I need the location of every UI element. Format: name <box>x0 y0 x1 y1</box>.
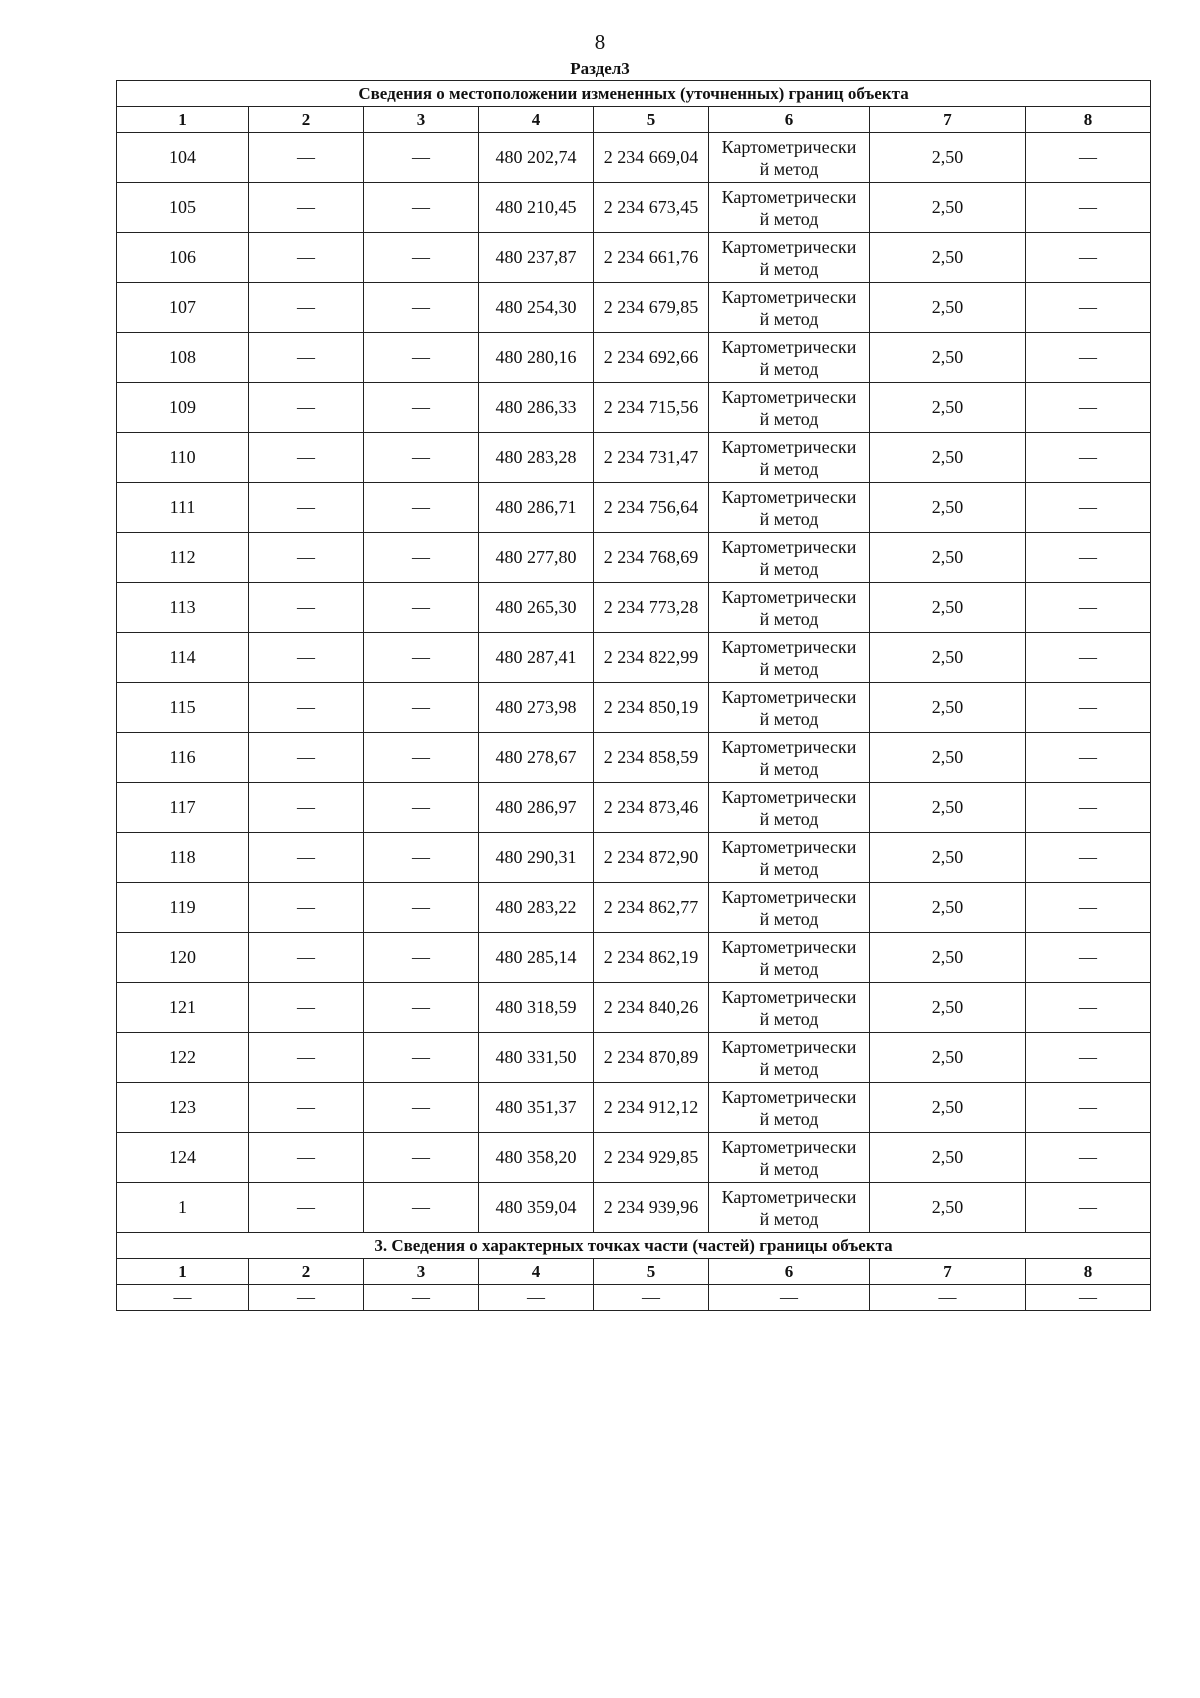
table-row <box>117 1083 1151 1133</box>
cell-col2: — <box>249 483 364 533</box>
method-cell <box>709 1083 870 1133</box>
column-number-cell: 5 <box>594 1259 709 1285</box>
coordinate-x-cell: 480 278,67 <box>479 733 594 783</box>
method-line-2: й метод <box>759 908 819 929</box>
cell-col8: — <box>1026 633 1151 683</box>
accuracy-cell: 2,50 <box>870 683 1026 733</box>
cell-col3: — <box>364 1183 479 1233</box>
method-line-2: й метод <box>759 408 819 429</box>
coordinate-x-cell: 480 318,59 <box>479 983 594 1033</box>
point-number-cell: 104 <box>117 133 249 183</box>
coordinate-y-cell: 2 234 731,47 <box>594 433 709 483</box>
column-number-cell: 6 <box>709 107 870 133</box>
dash-cell: — <box>117 1285 249 1311</box>
method-line-2: й метод <box>759 1008 819 1029</box>
cell-col8: — <box>1026 983 1151 1033</box>
table-row <box>117 983 1151 1033</box>
method-line-1: Картометрически <box>721 436 857 457</box>
cell-col8: — <box>1026 683 1151 733</box>
method-line-2: й метод <box>759 1058 819 1079</box>
method-cell <box>709 883 870 933</box>
point-number-cell: 119 <box>117 883 249 933</box>
coordinate-y-cell: 2 234 822,99 <box>594 633 709 683</box>
column-number-cell: 4 <box>479 107 594 133</box>
coordinate-y-cell: 2 234 756,64 <box>594 483 709 533</box>
cell-col2: — <box>249 1083 364 1133</box>
cell-col2: — <box>249 533 364 583</box>
cell-col8: — <box>1026 833 1151 883</box>
method-line-2: й метод <box>759 1208 819 1229</box>
cell-col3: — <box>364 383 479 433</box>
cell-col2: — <box>249 983 364 1033</box>
accuracy-cell: 2,50 <box>870 783 1026 833</box>
point-number-cell: 121 <box>117 983 249 1033</box>
method-cell <box>709 1183 870 1233</box>
accuracy-cell: 2,50 <box>870 583 1026 633</box>
table-row <box>117 583 1151 633</box>
method-cell <box>709 733 870 783</box>
cell-col3: — <box>364 683 479 733</box>
coordinate-x-cell: 480 286,97 <box>479 783 594 833</box>
table-row <box>117 1183 1151 1233</box>
method-line-2: й метод <box>759 208 819 229</box>
table-row <box>117 1285 1151 1311</box>
method-cell <box>709 233 870 283</box>
method-line-2: й метод <box>759 508 819 529</box>
coordinate-x-cell: 480 351,37 <box>479 1083 594 1133</box>
coordinate-y-cell: 2 234 692,66 <box>594 333 709 383</box>
cell-col2: — <box>249 1033 364 1083</box>
coordinate-x-cell: 480 254,30 <box>479 283 594 333</box>
accuracy-cell: 2,50 <box>870 983 1026 1033</box>
dash-cell: — <box>479 1285 594 1311</box>
column-number-cell: 4 <box>479 1259 594 1285</box>
method-line-1: Картометрически <box>721 1036 857 1057</box>
point-number-cell: 118 <box>117 833 249 883</box>
cell-col2: — <box>249 1183 364 1233</box>
cell-col8: — <box>1026 1133 1151 1183</box>
method-line-2: й метод <box>759 258 819 279</box>
cell-col2: — <box>249 383 364 433</box>
method-line-2: й метод <box>759 958 819 979</box>
column-number-cell: 3 <box>364 1259 479 1285</box>
cell-col8: — <box>1026 1083 1151 1133</box>
table-row <box>117 1033 1151 1083</box>
table-row <box>117 533 1151 583</box>
cell-col3: — <box>364 833 479 883</box>
coordinate-x-cell: 480 286,71 <box>479 483 594 533</box>
column-number-cell: 8 <box>1026 1259 1151 1285</box>
coordinate-x-cell: 480 287,41 <box>479 633 594 683</box>
method-line-2: й метод <box>759 658 819 679</box>
coordinate-y-cell: 2 234 858,59 <box>594 733 709 783</box>
table-row <box>117 733 1151 783</box>
coordinate-y-cell: 2 234 872,90 <box>594 833 709 883</box>
method-line-2: й метод <box>759 558 819 579</box>
point-number-cell: 110 <box>117 433 249 483</box>
boundary-coordinates-table <box>116 80 1151 1311</box>
cell-col8: — <box>1026 133 1151 183</box>
cell-col3: — <box>364 283 479 333</box>
method-line-1: Картометрически <box>721 336 857 357</box>
coordinate-y-cell: 2 234 661,76 <box>594 233 709 283</box>
coordinate-x-cell: 480 286,33 <box>479 383 594 433</box>
accuracy-cell: 2,50 <box>870 1133 1026 1183</box>
method-line-1: Картометрически <box>721 486 857 507</box>
point-number-cell: 108 <box>117 333 249 383</box>
cell-col3: — <box>364 483 479 533</box>
cell-col2: — <box>249 333 364 383</box>
point-number-cell: 114 <box>117 633 249 683</box>
table-row <box>117 383 1151 433</box>
coordinate-y-cell: 2 234 862,19 <box>594 933 709 983</box>
accuracy-cell: 2,50 <box>870 883 1026 933</box>
accuracy-cell: 2,50 <box>870 933 1026 983</box>
coordinate-x-cell: 480 331,50 <box>479 1033 594 1083</box>
coordinate-y-cell: 2 234 862,77 <box>594 883 709 933</box>
coordinate-y-cell: 2 234 870,89 <box>594 1033 709 1083</box>
method-line-2: й метод <box>759 808 819 829</box>
cell-col2: — <box>249 783 364 833</box>
cell-col8: — <box>1026 783 1151 833</box>
coordinate-x-cell: 480 277,80 <box>479 533 594 583</box>
point-number-cell: 107 <box>117 283 249 333</box>
coordinate-y-cell: 2 234 773,28 <box>594 583 709 633</box>
point-number-cell: 111 <box>117 483 249 533</box>
table2-caption-row <box>117 1233 1151 1259</box>
method-line-2: й метод <box>759 608 819 629</box>
table-row <box>117 933 1151 983</box>
point-number-cell: 109 <box>117 383 249 433</box>
cell-col8: — <box>1026 383 1151 433</box>
method-line-2: й метод <box>759 1158 819 1179</box>
point-number-cell: 124 <box>117 1133 249 1183</box>
method-cell <box>709 533 870 583</box>
accuracy-cell: 2,50 <box>870 133 1026 183</box>
coordinate-y-cell: 2 234 850,19 <box>594 683 709 733</box>
method-cell <box>709 133 870 183</box>
dash-cell: — <box>1026 1285 1151 1311</box>
method-line-1: Картометрически <box>721 986 857 1007</box>
method-cell <box>709 833 870 883</box>
method-line-1: Картометрически <box>721 736 857 757</box>
cell-col2: — <box>249 683 364 733</box>
accuracy-cell: 2,50 <box>870 483 1026 533</box>
cell-col3: — <box>364 333 479 383</box>
dash-cell: — <box>709 1285 870 1311</box>
cell-col3: — <box>364 633 479 683</box>
table-row <box>117 133 1151 183</box>
coordinate-y-cell: 2 234 715,56 <box>594 383 709 433</box>
coordinate-y-cell: 2 234 840,26 <box>594 983 709 1033</box>
point-number-cell: 106 <box>117 233 249 283</box>
method-line-1: Картометрически <box>721 1186 857 1207</box>
coordinate-x-cell: 480 210,45 <box>479 183 594 233</box>
cell-col8: — <box>1026 933 1151 983</box>
table1-caption-row <box>117 81 1151 107</box>
method-line-2: й метод <box>759 308 819 329</box>
dash-cell: — <box>594 1285 709 1311</box>
method-line-2: й метод <box>759 758 819 779</box>
cell-col8: — <box>1026 533 1151 583</box>
cell-col3: — <box>364 183 479 233</box>
method-line-1: Картометрически <box>721 686 857 707</box>
cell-col8: — <box>1026 1033 1151 1083</box>
method-line-1: Картометрически <box>721 636 857 657</box>
cell-col3: — <box>364 1033 479 1083</box>
accuracy-cell: 2,50 <box>870 1083 1026 1133</box>
method-line-1: Картометрически <box>721 836 857 857</box>
method-line-1: Картометрически <box>721 186 857 207</box>
point-number-cell: 122 <box>117 1033 249 1083</box>
column-number-cell: 6 <box>709 1259 870 1285</box>
method-line-1: Картометрически <box>721 586 857 607</box>
column-number-cell: 7 <box>870 1259 1026 1285</box>
accuracy-cell: 2,50 <box>870 1183 1026 1233</box>
cell-col8: — <box>1026 283 1151 333</box>
cell-col2: — <box>249 933 364 983</box>
table1-caption: Сведения о местоположении измененных (уточненных) границ объекта <box>117 81 1151 107</box>
coordinate-x-cell: 480 280,16 <box>479 333 594 383</box>
column-number-cell: 5 <box>594 107 709 133</box>
table-row <box>117 233 1151 283</box>
method-cell <box>709 1133 870 1183</box>
coordinate-x-cell: 480 237,87 <box>479 233 594 283</box>
method-line-1: Картометрически <box>721 536 857 557</box>
point-number-cell: 123 <box>117 1083 249 1133</box>
point-number-cell: 1 <box>117 1183 249 1233</box>
method-line-2: й метод <box>759 858 819 879</box>
coordinate-y-cell: 2 234 669,04 <box>594 133 709 183</box>
table-row <box>117 183 1151 233</box>
point-number-cell: 120 <box>117 933 249 983</box>
method-cell <box>709 683 870 733</box>
method-cell <box>709 933 870 983</box>
table2-column-numbers <box>117 1259 1151 1285</box>
method-cell <box>709 333 870 383</box>
cell-col3: — <box>364 983 479 1033</box>
table-row <box>117 683 1151 733</box>
method-line-2: й метод <box>759 708 819 729</box>
coordinate-x-cell: 480 273,98 <box>479 683 594 733</box>
coordinate-x-cell: 480 202,74 <box>479 133 594 183</box>
method-cell <box>709 383 870 433</box>
coordinate-x-cell: 480 265,30 <box>479 583 594 633</box>
method-line-1: Картометрически <box>721 236 857 257</box>
method-cell <box>709 183 870 233</box>
cell-col3: — <box>364 733 479 783</box>
cell-col2: — <box>249 833 364 883</box>
point-number-cell: 112 <box>117 533 249 583</box>
column-number-cell: 1 <box>117 1259 249 1285</box>
cell-col3: — <box>364 233 479 283</box>
accuracy-cell: 2,50 <box>870 383 1026 433</box>
cell-col8: — <box>1026 1183 1151 1233</box>
cell-col8: — <box>1026 183 1151 233</box>
table-row <box>117 433 1151 483</box>
method-line-2: й метод <box>759 1108 819 1129</box>
cell-col2: — <box>249 433 364 483</box>
cell-col2: — <box>249 1133 364 1183</box>
table-row <box>117 833 1151 883</box>
method-line-1: Картометрически <box>721 886 857 907</box>
method-line-1: Картометрически <box>721 786 857 807</box>
column-number-cell: 1 <box>117 107 249 133</box>
dash-cell: — <box>364 1285 479 1311</box>
cell-col3: — <box>364 583 479 633</box>
method-cell <box>709 1033 870 1083</box>
table-row <box>117 483 1151 533</box>
cell-col3: — <box>364 783 479 833</box>
accuracy-cell: 2,50 <box>870 183 1026 233</box>
cell-col2: — <box>249 633 364 683</box>
coordinate-y-cell: 2 234 679,85 <box>594 283 709 333</box>
table2-caption: 3. Сведения о характерных точках части (частей) границы объекта <box>117 1233 1151 1259</box>
method-cell <box>709 433 870 483</box>
accuracy-cell: 2,50 <box>870 283 1026 333</box>
cell-col3: — <box>364 1133 479 1183</box>
coordinate-y-cell: 2 234 939,96 <box>594 1183 709 1233</box>
method-cell <box>709 283 870 333</box>
method-line-2: й метод <box>759 358 819 379</box>
cell-col3: — <box>364 883 479 933</box>
accuracy-cell: 2,50 <box>870 333 1026 383</box>
coordinate-x-cell: 480 283,22 <box>479 883 594 933</box>
coordinate-x-cell: 480 285,14 <box>479 933 594 983</box>
accuracy-cell: 2,50 <box>870 633 1026 683</box>
cell-col3: — <box>364 1083 479 1133</box>
method-line-1: Картометрически <box>721 286 857 307</box>
coordinate-y-cell: 2 234 873,46 <box>594 783 709 833</box>
accuracy-cell: 2,50 <box>870 1033 1026 1083</box>
method-cell <box>709 983 870 1033</box>
point-number-cell: 116 <box>117 733 249 783</box>
method-line-1: Картометрически <box>721 386 857 407</box>
method-cell <box>709 483 870 533</box>
method-line-1: Картометрически <box>721 136 857 157</box>
cell-col2: — <box>249 583 364 633</box>
method-line-1: Картометрически <box>721 936 857 957</box>
cell-col3: — <box>364 933 479 983</box>
point-number-cell: 117 <box>117 783 249 833</box>
cell-col3: — <box>364 133 479 183</box>
dash-cell: — <box>249 1285 364 1311</box>
cell-col2: — <box>249 283 364 333</box>
coordinate-y-cell: 2 234 929,85 <box>594 1133 709 1183</box>
method-line-2: й метод <box>759 158 819 179</box>
cell-col8: — <box>1026 583 1151 633</box>
cell-col8: — <box>1026 433 1151 483</box>
page-number: 8 <box>594 30 606 54</box>
coordinate-y-cell: 2 234 912,12 <box>594 1083 709 1133</box>
coordinate-y-cell: 2 234 673,45 <box>594 183 709 233</box>
cell-col3: — <box>364 533 479 583</box>
method-line-2: й метод <box>759 458 819 479</box>
cell-col2: — <box>249 233 364 283</box>
cell-col8: — <box>1026 733 1151 783</box>
method-line-1: Картометрически <box>721 1086 857 1107</box>
method-cell <box>709 583 870 633</box>
accuracy-cell: 2,50 <box>870 733 1026 783</box>
point-number-cell: 105 <box>117 183 249 233</box>
cell-col8: — <box>1026 333 1151 383</box>
cell-col2: — <box>249 183 364 233</box>
table-row <box>117 283 1151 333</box>
accuracy-cell: 2,50 <box>870 433 1026 483</box>
cell-col2: — <box>249 733 364 783</box>
table-row <box>117 883 1151 933</box>
section-title: Раздел3 <box>570 59 630 78</box>
point-number-cell: 115 <box>117 683 249 733</box>
column-number-cell: 7 <box>870 107 1026 133</box>
table-row <box>117 1133 1151 1183</box>
cell-col2: — <box>249 133 364 183</box>
coordinate-x-cell: 480 290,31 <box>479 833 594 883</box>
table-row <box>117 783 1151 833</box>
accuracy-cell: 2,50 <box>870 233 1026 283</box>
column-number-cell: 2 <box>249 107 364 133</box>
cell-col8: — <box>1026 233 1151 283</box>
coordinate-x-cell: 480 359,04 <box>479 1183 594 1233</box>
method-line-1: Картометрически <box>721 1136 857 1157</box>
point-number-cell: 113 <box>117 583 249 633</box>
table1-column-numbers <box>117 107 1151 133</box>
column-number-cell: 8 <box>1026 107 1151 133</box>
table-row <box>117 633 1151 683</box>
cell-col8: — <box>1026 883 1151 933</box>
coordinate-x-cell: 480 283,28 <box>479 433 594 483</box>
method-cell <box>709 783 870 833</box>
cell-col2: — <box>249 883 364 933</box>
accuracy-cell: 2,50 <box>870 833 1026 883</box>
cell-col8: — <box>1026 483 1151 533</box>
column-number-cell: 2 <box>249 1259 364 1285</box>
dash-cell: — <box>870 1285 1026 1311</box>
cell-col3: — <box>364 433 479 483</box>
coordinate-y-cell: 2 234 768,69 <box>594 533 709 583</box>
method-cell <box>709 633 870 683</box>
table-row <box>117 333 1151 383</box>
coordinate-x-cell: 480 358,20 <box>479 1133 594 1183</box>
column-number-cell: 3 <box>364 107 479 133</box>
accuracy-cell: 2,50 <box>870 533 1026 583</box>
